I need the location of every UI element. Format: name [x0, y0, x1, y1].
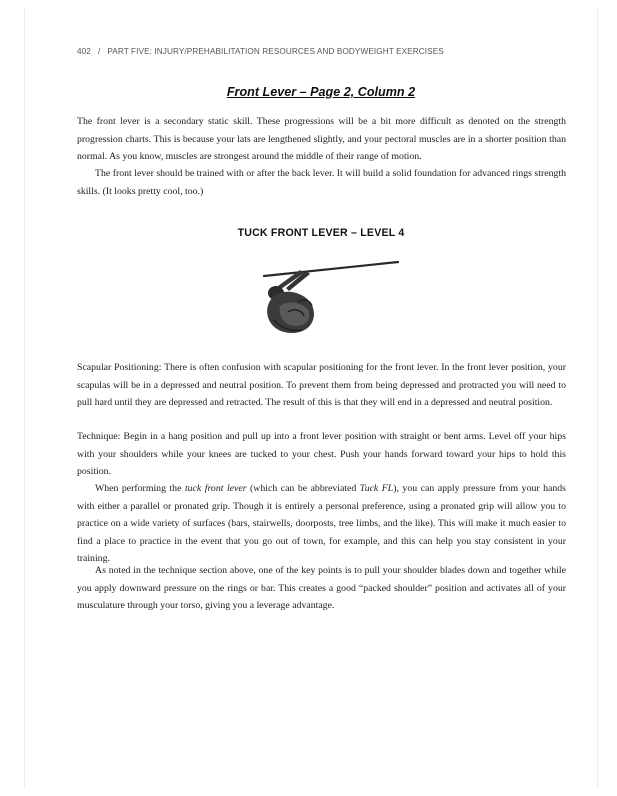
page-number: 402	[77, 47, 91, 56]
pull-up-bar	[264, 262, 398, 276]
scan-edge-left	[24, 8, 25, 788]
running-header	[77, 47, 577, 56]
intro-paragraph-2: The front lever should be trained with or after the back lever. It will build a solid foundation for advanced rings strength skills. (It looks pretty cool, too.)	[77, 168, 566, 197]
grip-paragraph: When performing the tuck front lever (which can be abbreviated Tuck FL), you can apply pressure from your hands with either a parallel or pronated grip. Though it is entirely a personal preference, using a pronated grip will allow you to practice on a wide variety of surfaces (bars, stairwells, doorposts, tree limbs, and the like). This will make it much easier to find a place to practice in the event that you go out of town, for example, and this can help you stay consistent in your training.	[77, 483, 566, 564]
part-title: PART FIVE: INJURY/PREHABILITATION RESOURCES AND BODYWEIGHT EXERCISES	[107, 47, 444, 56]
technique-paragraph: Technique: Begin in a hang position and pull up into a front lever position with straight or bent arms. Level off your hips with your shoulders while your knees are tucked to your chest. Push your hands forward toward your hips to hold this position.	[77, 431, 566, 477]
header-separator: /	[97, 47, 101, 56]
scan-edge-right	[597, 8, 598, 788]
exercise-abbreviation: Tuck FL	[359, 483, 394, 494]
intro-paragraph-1: The front lever is a secondary static skill. These progressions will be a bit more difficult as denoted on the strength progression charts. This is because your lats are lengthened slightly, and your pectoral muscles are in a shorter position than normal. As you know, muscles are strongest around the middle of their range of motion.	[77, 116, 566, 162]
tuck-front-lever-figure	[258, 258, 400, 344]
scapular-positioning-paragraph: Scapular Positioning: There is often confusion with scapular positioning for the front lever. In the front lever position, your scapulas will be in a depressed and neutral position. To prevent them from being depressed and protracted you will need to pull hard until they are depressed and retracted. The result of this is that they will end in a depressed and neutral position.	[77, 362, 566, 408]
exercise-name: tuck front lever	[184, 483, 247, 494]
key-points-paragraph: As noted in the technique section above, one of the key points is to pull your shoulder blades down and together while you apply downward pressure on the rings or bar. This creates a good “packed shoulder” position and activates all of your musculature through your torso, giving you a leverage advantage.	[77, 565, 566, 611]
page-title: Front Lever – Page 2, Column 2	[226, 85, 416, 99]
section-heading: TUCK FRONT LEVER – LEVEL 4	[237, 227, 405, 239]
